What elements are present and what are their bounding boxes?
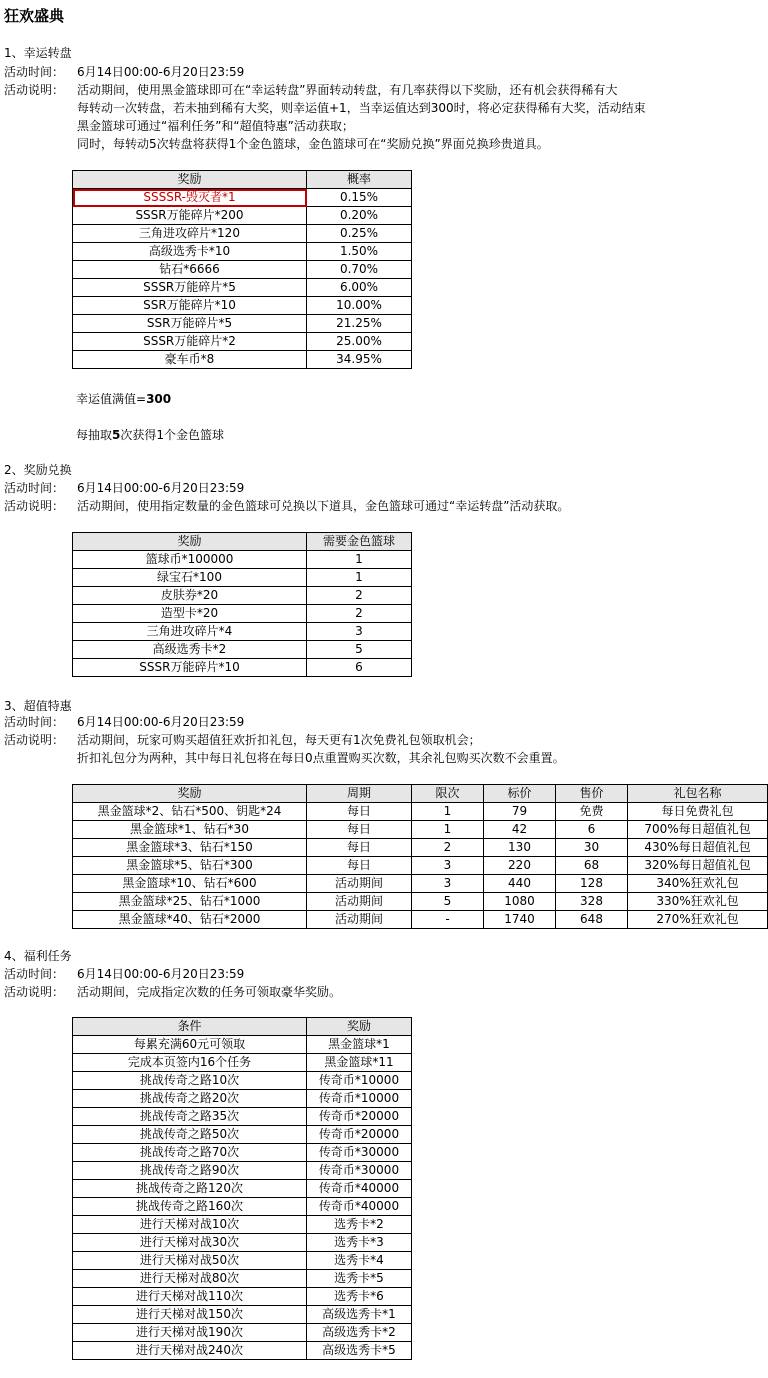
table-cell: 挑战传奇之路10次 [73,1072,307,1090]
table-row [73,587,412,605]
table-row [73,1324,412,1342]
table-cell: 6 [307,659,412,677]
table-cell: 3 [412,875,484,893]
table-cell: 0.15% [307,189,412,207]
table-cell: 传奇币*20000 [307,1126,412,1144]
table-row [73,297,412,315]
table-cell: 0.25% [307,225,412,243]
table-cell: 进行天梯对战50次 [73,1252,307,1270]
table-cell: 340%狂欢礼包 [628,875,768,893]
table-cell: 6 [556,821,628,839]
table-row [73,1180,412,1198]
table-cell: 328 [556,893,628,911]
table-row [73,659,412,677]
table-cell: 220 [484,857,556,875]
table-row [73,1054,412,1072]
table-row [73,1162,412,1180]
table-cell: 每日 [307,821,412,839]
table-cell: 3 [412,857,484,875]
table-header-row [73,785,768,803]
table-cell: 34.95% [307,351,412,369]
table-cell: 传奇币*30000 [307,1162,412,1180]
table-cell: 挑战传奇之路50次 [73,1126,307,1144]
section-3-desc-line: 活动期间，玩家可购买超值狂欢折扣礼包，每天更有1次免费礼包领取机会； [77,733,481,747]
table-cell: 每日 [307,839,412,857]
table-cell: 免费 [556,803,628,821]
table-cell: 挑战传奇之路90次 [73,1162,307,1180]
table-cell: SSSR万能碎片*10 [73,659,307,677]
table-cell: 黑金篮球*1 [307,1036,412,1054]
table-row [73,333,412,351]
table-header-row [73,1018,412,1036]
table-cell: 高级选秀卡*1 [307,1306,412,1324]
table-cell: 传奇币*40000 [307,1198,412,1216]
table-cell: 黑金篮球*2、钻石*500、钥匙*24 [73,803,307,821]
table-row [73,1108,412,1126]
note-text: 幸运值满值= [76,392,147,406]
table-cell: 42 [484,821,556,839]
table-row [73,551,412,569]
table-cell: 挑战传奇之路160次 [73,1198,307,1216]
table-cell: 1 [412,821,484,839]
table-cell: 进行天梯对战190次 [73,1324,307,1342]
table-cell: 黑金篮球*11 [307,1054,412,1072]
table-cell: 5 [412,893,484,911]
note-text: 次获得1个金色篮球 [120,428,225,442]
column-header: 标价 [484,785,556,803]
table-cell: 三角进攻碎片*4 [73,623,307,641]
lucky-wheel-table [72,170,412,369]
note-value: 5 [112,428,121,442]
table-cell: 活动期间 [307,893,412,911]
table-cell: SSSR万能碎片*2 [73,333,307,351]
column-header: 礼包名称 [628,785,768,803]
table-row [73,1234,412,1252]
section-2-heading: 2、奖励兑换 [4,463,72,477]
table-cell: 进行天梯对战240次 [73,1342,307,1360]
lucky-max-note [76,390,171,407]
table-row [73,243,412,261]
table-cell: 造型卡*20 [73,605,307,623]
table-row [73,875,768,893]
table-cell: 320%每日超值礼包 [628,857,768,875]
table-cell: 1740 [484,911,556,929]
column-header: 限次 [412,785,484,803]
column-header: 奖励 [73,785,307,803]
table-row [73,821,768,839]
table-cell: 1080 [484,893,556,911]
table-cell: 黑金篮球*5、钻石*300 [73,857,307,875]
table-row [73,1126,412,1144]
table-cell: 传奇币*10000 [307,1072,412,1090]
column-header: 奖励 [73,171,307,189]
section-1-desc-line: 同时，每转动5次转盘将获得1个金色篮球，金色篮球可在“奖励兑换”界面兑换珍贵道具。 [77,137,549,151]
table-cell: 0.20% [307,207,412,225]
table-cell: 黑金篮球*25、钻石*1000 [73,893,307,911]
table-cell: 完成本页签内16个任务 [73,1054,307,1072]
section-1-time-value: 6月14日00:00-6月20日23:59 [77,65,245,79]
table-cell: 130 [484,839,556,857]
section-4-heading: 4、福利任务 [4,949,72,963]
table-row [73,1072,412,1090]
table-cell: 每累充满60元可领取 [73,1036,307,1054]
table-row [73,1216,412,1234]
table-cell: 选秀卡*6 [307,1288,412,1306]
table-cell: 皮肤券*20 [73,587,307,605]
table-cell: 高级选秀卡*2 [307,1324,412,1342]
table-cell: SSSR万能碎片*200 [73,207,307,225]
column-header: 条件 [73,1018,307,1036]
table-cell: 进行天梯对战150次 [73,1306,307,1324]
column-header: 售价 [556,785,628,803]
table-cell: 0.70% [307,261,412,279]
table-cell: SSSR万能碎片*5 [73,279,307,297]
table-cell: 2 [307,587,412,605]
table-cell: 传奇币*30000 [307,1144,412,1162]
table-row [73,857,768,875]
table-cell: 传奇币*40000 [307,1180,412,1198]
table-cell: 25.00% [307,333,412,351]
table-cell: 每日免费礼包 [628,803,768,821]
table-cell: 330%狂欢礼包 [628,893,768,911]
table-cell: 68 [556,857,628,875]
column-header: 奖励 [307,1018,412,1036]
table-header-row [73,171,412,189]
table-cell: 黑金篮球*10、钻石*600 [73,875,307,893]
page-title: 狂欢盛典 [4,7,65,25]
table-cell: 挑战传奇之路35次 [73,1108,307,1126]
table-cell: - [412,911,484,929]
table-cell: 三角进攻碎片*120 [73,225,307,243]
section-3-desc-label: 活动说明： [4,733,65,747]
section-3-desc-line: 折扣礼包分为两种，其中每日礼包将在每日0点重置购买次数，其余礼包购买次数不会重置。 [77,751,565,765]
table-cell: SSR万能碎片*10 [73,297,307,315]
table-row [73,279,412,297]
table-row [73,641,412,659]
section-1-desc-line: 黑金篮球可通过“福利任务”和“超值特惠”活动获取； [77,119,354,133]
table-row [73,225,412,243]
table-cell: 活动期间 [307,875,412,893]
section-2-desc-label: 活动说明： [4,499,65,513]
table-row [73,569,412,587]
table-cell: 2 [307,605,412,623]
table-row [73,1270,412,1288]
note-value: 300 [146,392,172,406]
section-3-time-label: 活动时间： [4,715,65,729]
table-cell: 选秀卡*5 [307,1270,412,1288]
section-1-heading: 1、幸运转盘 [4,46,72,60]
table-cell: 选秀卡*2 [307,1216,412,1234]
note-text: 每抽取 [76,428,113,442]
table-cell: 传奇币*20000 [307,1108,412,1126]
table-cell: 高级选秀卡*10 [73,243,307,261]
section-4-time-label: 活动时间： [4,967,65,981]
table-cell: 6.00% [307,279,412,297]
table-cell: 进行天梯对战110次 [73,1288,307,1306]
column-header: 需要金色篮球 [307,533,412,551]
section-4-desc-line: 活动期间，完成指定次数的任务可领取豪华奖励。 [77,985,342,999]
table-cell: 篮球币*100000 [73,551,307,569]
table-row [73,189,412,207]
table-cell: 270%狂欢礼包 [628,911,768,929]
welfare-task-table [72,1017,412,1360]
table-row [73,1144,412,1162]
table-cell: 挑战传奇之路20次 [73,1090,307,1108]
table-cell: 430%每日超值礼包 [628,839,768,857]
table-cell: 黑金篮球*40、钻石*2000 [73,911,307,929]
table-cell: 高级选秀卡*2 [73,641,307,659]
highlighted-prize-cell: SSSSR-毁灭者*1 [73,189,307,207]
table-cell: 进行天梯对战30次 [73,1234,307,1252]
section-2-desc-line: 活动期间，使用指定数量的金色篮球可兑换以下道具，金色篮球可通过“幸运转盘”活动获取。 [77,499,570,513]
section-2-time-label: 活动时间： [4,481,65,495]
table-cell: SSR万能碎片*5 [73,315,307,333]
table-row [73,1288,412,1306]
table-row [73,1036,412,1054]
table-cell: 黑金篮球*3、钻石*150 [73,839,307,857]
table-row [73,1306,412,1324]
table-cell: 进行天梯对战80次 [73,1270,307,1288]
table-cell: 2 [412,839,484,857]
table-cell: 高级选秀卡*5 [307,1342,412,1360]
table-row [73,351,412,369]
section-1-desc-label: 活动说明： [4,83,65,97]
table-cell: 128 [556,875,628,893]
table-cell: 30 [556,839,628,857]
table-cell: 21.25% [307,315,412,333]
table-cell: 1 [307,551,412,569]
section-1-desc-line: 活动期间，使用黑金篮球即可在“幸运转盘”界面转动转盘，有几率获得以下奖励，还有机会获得稀有大 [77,83,618,97]
table-row [73,1252,412,1270]
table-cell: 绿宝石*100 [73,569,307,587]
table-cell: 每日 [307,857,412,875]
table-cell: 1 [412,803,484,821]
table-row [73,261,412,279]
table-cell: 活动期间 [307,911,412,929]
table-cell: 1 [307,569,412,587]
column-header: 概率 [307,171,412,189]
table-cell: 79 [484,803,556,821]
draw-reward-note [76,426,224,443]
section-4-desc-label: 活动说明： [4,985,65,999]
table-row [73,207,412,225]
section-3-heading: 3、超值特惠 [4,699,72,713]
column-header: 奖励 [73,533,307,551]
table-row [73,1342,412,1360]
section-2-time-value: 6月14日00:00-6月20日23:59 [77,481,245,495]
table-cell: 选秀卡*3 [307,1234,412,1252]
special-offer-table [72,784,768,929]
table-cell: 选秀卡*4 [307,1252,412,1270]
table-cell: 挑战传奇之路120次 [73,1180,307,1198]
table-cell: 700%每日超值礼包 [628,821,768,839]
table-cell: 440 [484,875,556,893]
column-header: 周期 [307,785,412,803]
section-1-time-label: 活动时间： [4,65,65,79]
table-cell: 挑战传奇之路70次 [73,1144,307,1162]
table-cell: 3 [307,623,412,641]
table-cell: 钻石*6666 [73,261,307,279]
section-1-desc-line: 每转动一次转盘，若未抽到稀有大奖，则幸运值+1，当幸运值达到300时，将必定获得稀有大奖，活动结束 [77,101,646,115]
table-row [73,893,768,911]
table-row [73,803,768,821]
table-row [73,315,412,333]
table-cell: 10.00% [307,297,412,315]
table-cell: 每日 [307,803,412,821]
table-row [73,911,768,929]
table-row [73,1198,412,1216]
table-row [73,605,412,623]
table-row [73,1090,412,1108]
table-cell: 豪车币*8 [73,351,307,369]
table-cell: 648 [556,911,628,929]
table-cell: 传奇币*10000 [307,1090,412,1108]
table-cell: 1.50% [307,243,412,261]
reward-exchange-table [72,532,412,677]
table-row [73,839,768,857]
section-3-time-value: 6月14日00:00-6月20日23:59 [77,715,245,729]
table-cell: 黑金篮球*1、钻石*30 [73,821,307,839]
section-4-time-value: 6月14日00:00-6月20日23:59 [77,967,245,981]
table-row [73,623,412,641]
table-header-row [73,533,412,551]
table-cell: 进行天梯对战10次 [73,1216,307,1234]
table-cell: 5 [307,641,412,659]
